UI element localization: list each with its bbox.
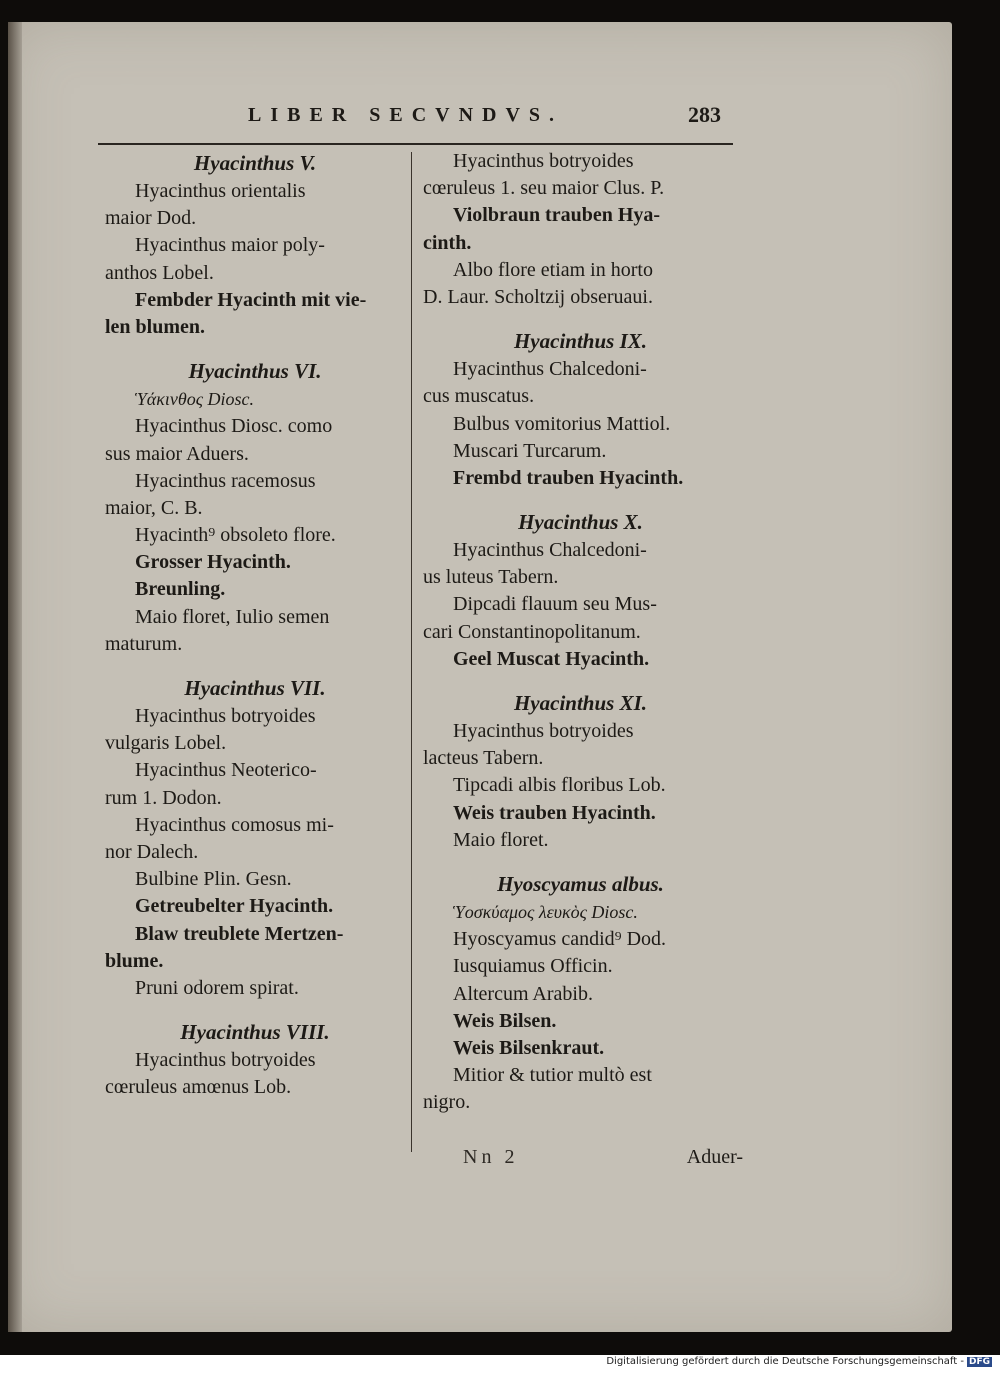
running-title: LIBER SECVNDVS. bbox=[248, 104, 564, 126]
text-line: sus maior Aduers. bbox=[105, 442, 249, 465]
vernacular-name-line: cinth. bbox=[423, 231, 472, 254]
text-line: nigro. bbox=[423, 1091, 471, 1114]
section-heading: Hyacinthus VII. bbox=[184, 676, 326, 700]
text-line: Maio floret. bbox=[453, 828, 549, 851]
text-line: D. Laur. Scholtzij obseruaui. bbox=[423, 285, 653, 308]
text-line: us luteus Tabern. bbox=[423, 566, 559, 589]
text-line: maior Dod. bbox=[105, 207, 197, 230]
section-gap bbox=[105, 658, 405, 673]
vernacular-name-line: Fembder Hyacinth mit vie- bbox=[135, 288, 367, 311]
vernacular-name-line: Blaw treublete Mertzen- bbox=[135, 922, 344, 945]
text-line: anthos Lobel. bbox=[105, 261, 214, 284]
text-line: Hyacinthus orientalis bbox=[135, 180, 306, 202]
text-line: Hyacinthus maior poly- bbox=[135, 234, 325, 257]
section-gap bbox=[423, 854, 738, 869]
text-line: nor Dalech. bbox=[105, 840, 199, 863]
section-gap bbox=[423, 311, 738, 326]
vernacular-name-line: Violbraun trauben Hya- bbox=[453, 204, 661, 227]
section-heading: Hyacinthus XI. bbox=[513, 691, 648, 715]
text-line: Dipcadi flauum seu Mus- bbox=[453, 593, 657, 616]
signature-mark: Nn 2 bbox=[463, 1146, 519, 1168]
section-gap bbox=[105, 1002, 405, 1017]
text-line: Hyacinthus racemosus bbox=[135, 469, 316, 492]
text-line: Hyacinthus botryoides bbox=[453, 150, 634, 172]
greek-name-line: Ὑάκινθος Diosc. bbox=[135, 389, 254, 410]
column-divider bbox=[411, 152, 412, 1152]
section-heading: Hyacinthus VIII. bbox=[180, 1020, 330, 1045]
text-line: rum 1. Dodon. bbox=[105, 786, 222, 809]
section-heading: Hyacinthus V. bbox=[193, 151, 317, 175]
text-line: maturum. bbox=[105, 632, 183, 655]
vernacular-name-line: Getreubelter Hyacinth. bbox=[135, 895, 334, 918]
section-heading: Hyacinthus X. bbox=[518, 510, 643, 535]
vernacular-name-line: Frembd trauben Hyacinth. bbox=[453, 466, 684, 489]
credit-text: Digitalisierung gefördert durch die Deutsche Forschungsgemeinschaft - bbox=[606, 1356, 964, 1367]
text-line: cœruleus amœnus Lob. bbox=[105, 1076, 292, 1099]
section-gap bbox=[105, 341, 405, 356]
text-line: Muscari Turcarum. bbox=[453, 439, 607, 462]
text-line: Pruni odorem spirat. bbox=[135, 976, 299, 999]
text-line: Hyacinthus botryoides bbox=[135, 1049, 316, 1072]
text-line: Bulbus vomitorius Mattiol. bbox=[453, 412, 671, 435]
text-line: Albo flore etiam in horto bbox=[453, 258, 653, 281]
text-line: Maio floret, Iulio semen bbox=[135, 605, 330, 628]
header-rule bbox=[98, 143, 733, 145]
vernacular-name-line: Grosser Hyacinth. bbox=[135, 551, 291, 574]
section-heading: Hyacinthus IX. bbox=[513, 329, 648, 354]
left-column bbox=[105, 148, 405, 1101]
text-line: Hyacinthus Neoterico- bbox=[135, 759, 317, 782]
vernacular-name-line: Weis Bilsenkraut. bbox=[453, 1036, 605, 1059]
text-line: cus muscatus. bbox=[423, 385, 535, 408]
text-line: Hyoscyamus candid⁹ Dod. bbox=[453, 928, 667, 951]
text-line: cœruleus 1. seu maior Clus. P. bbox=[423, 177, 665, 200]
vernacular-name-line: Weis Bilsen. bbox=[453, 1009, 557, 1032]
page-header bbox=[8, 94, 952, 134]
text-line: Hyacinth⁹ obsoleto flore. bbox=[135, 524, 336, 547]
text-line: Altercum Arabib. bbox=[453, 982, 593, 1005]
text-line: Bulbine Plin. Gesn. bbox=[135, 868, 292, 891]
vernacular-name-line: Weis trauben Hyacinth. bbox=[453, 801, 656, 824]
text-line: Mitior & tutior multò est bbox=[453, 1064, 652, 1087]
section-gap bbox=[423, 673, 738, 688]
greek-name-line: Ὑοσκύαμος λευκὸς Diosc. bbox=[453, 901, 638, 922]
page-number: 283 bbox=[688, 102, 721, 127]
section-gap bbox=[423, 492, 738, 507]
text-line: Tipcadi albis floribus Lob. bbox=[453, 774, 666, 797]
text-line: maior, C. B. bbox=[105, 496, 203, 519]
text-line: Hyacinthus botryoides bbox=[135, 705, 316, 727]
vernacular-name-line: Geel Muscat Hyacinth. bbox=[453, 647, 650, 670]
section-heading: Hyacinthus VI. bbox=[188, 359, 322, 384]
vernacular-name-line: Breunling. bbox=[135, 578, 226, 601]
book-page bbox=[8, 22, 952, 1332]
vernacular-name-line: blume. bbox=[105, 949, 164, 972]
dfg-logo: DFG bbox=[968, 1357, 990, 1367]
text-line: Hyacinthus Chalcedoni- bbox=[453, 358, 647, 381]
text-line: Hyacinthus Chalcedoni- bbox=[453, 539, 647, 562]
text-line: cari Constantinopolitanum. bbox=[423, 620, 641, 643]
right-column bbox=[423, 148, 738, 1116]
text-line: vulgaris Lobel. bbox=[105, 732, 227, 755]
vernacular-name-line: len blumen. bbox=[105, 315, 206, 338]
text-line: lacteus Tabern. bbox=[423, 747, 544, 770]
catchword: Aduer- bbox=[686, 1146, 743, 1168]
text-line: Iusquiamus Officin. bbox=[453, 955, 613, 978]
text-line: Hyacinthus botryoides bbox=[453, 720, 634, 742]
digitization-credit bbox=[606, 1356, 992, 1367]
page-gutter-shadow bbox=[8, 22, 22, 1332]
text-line: Hyacinthus comosus mi- bbox=[135, 813, 334, 836]
text-line: Hyacinthus Diosc. como bbox=[135, 415, 333, 438]
section-heading: Hyoscyamus albus. bbox=[497, 871, 664, 896]
